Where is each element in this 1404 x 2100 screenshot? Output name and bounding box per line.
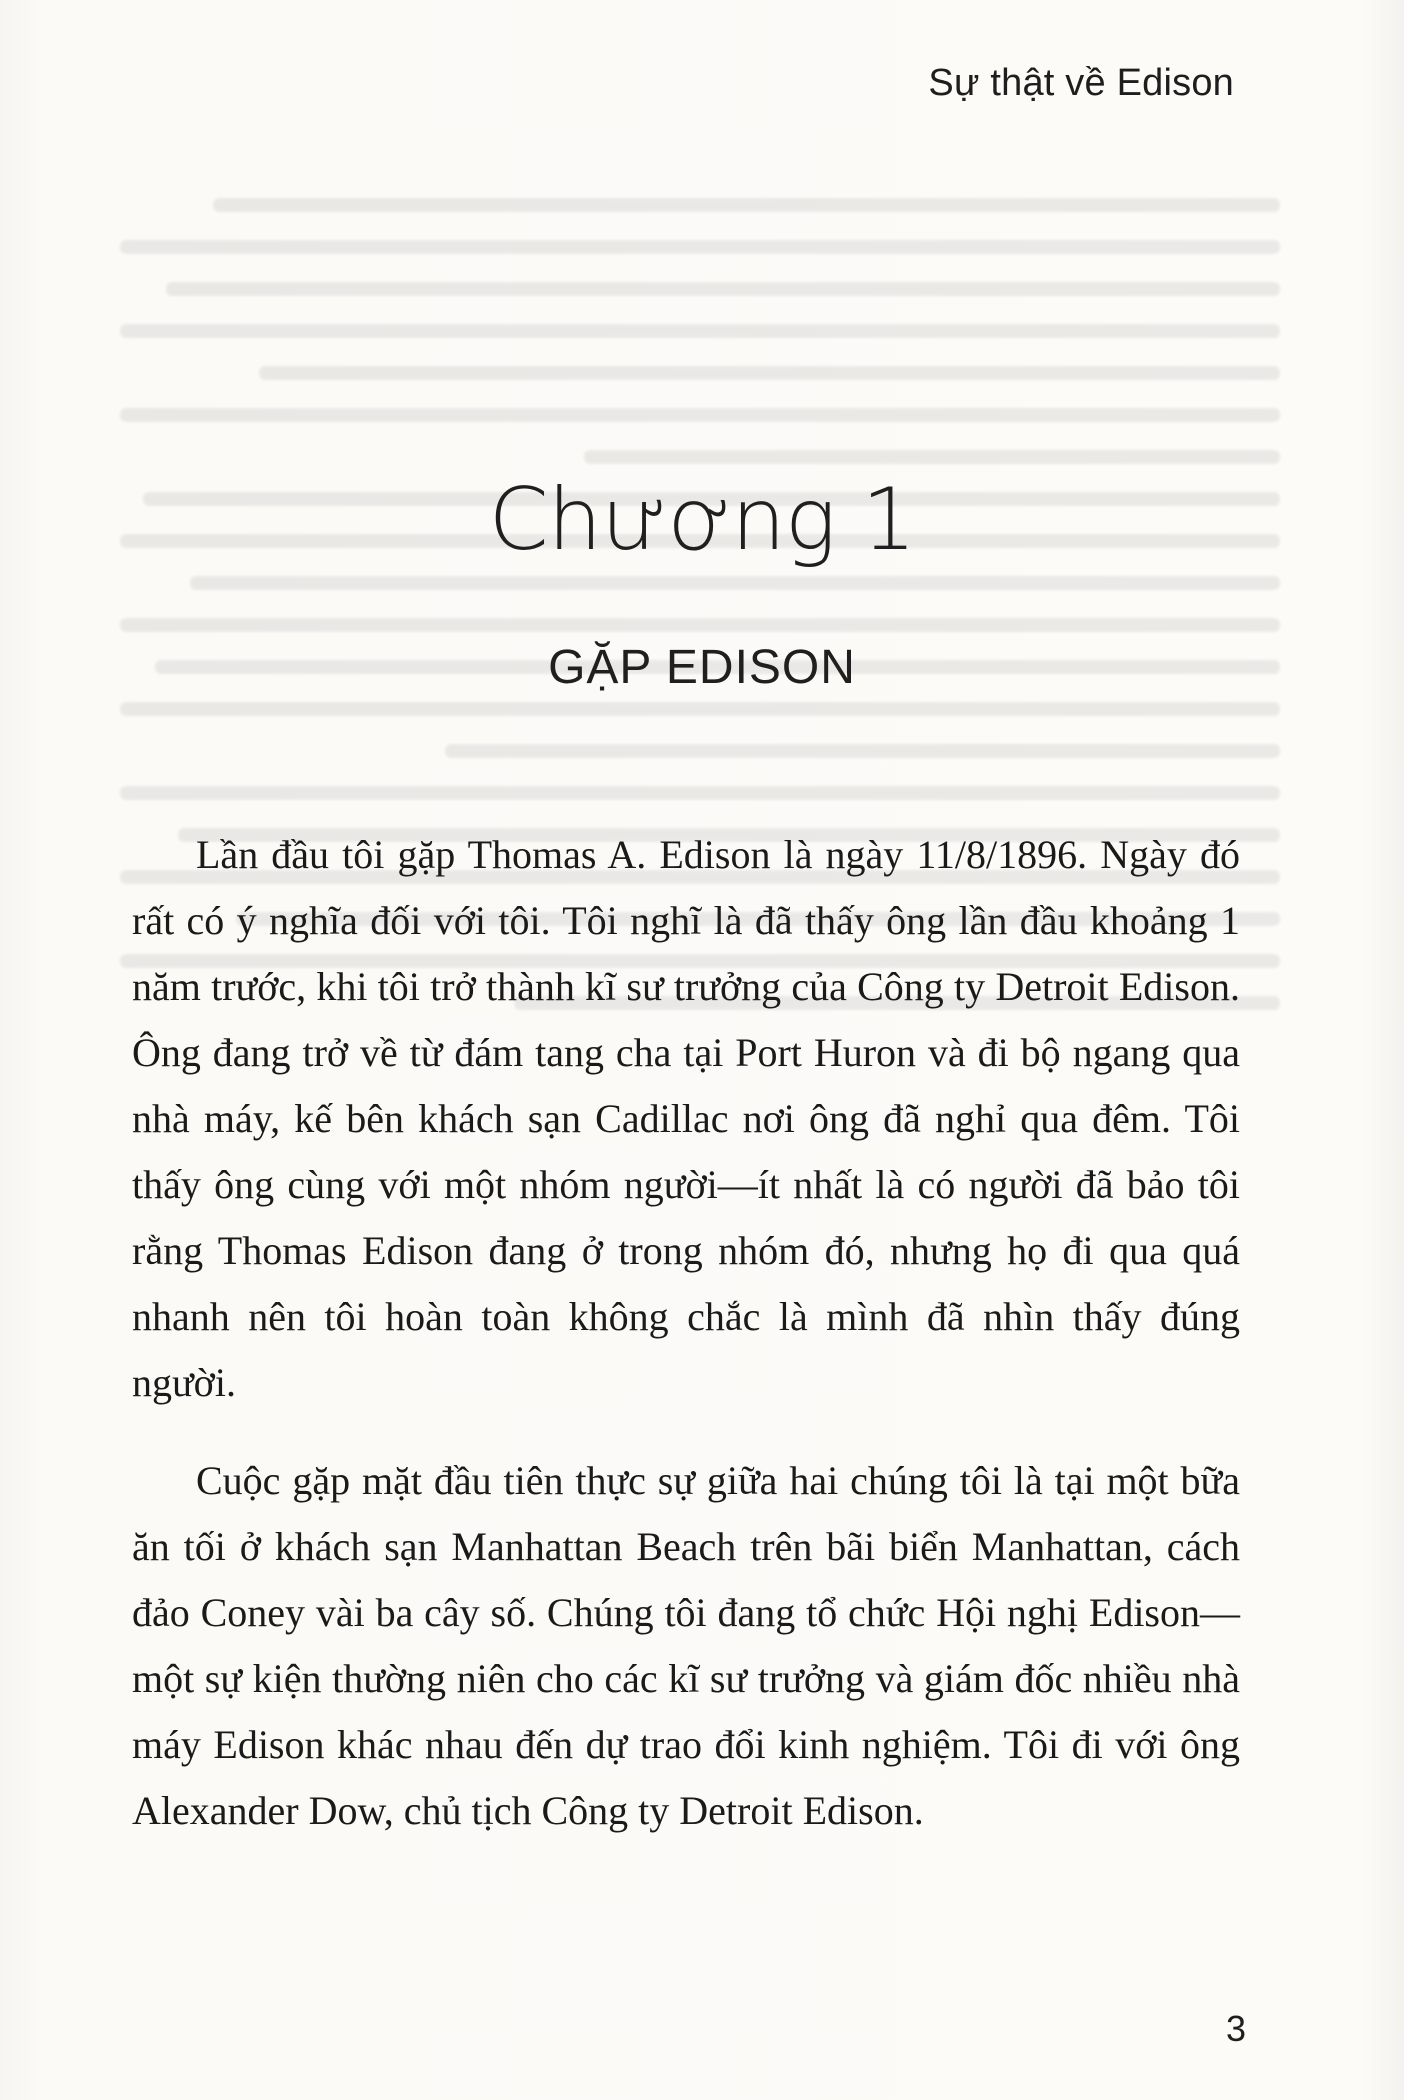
running-header-title: Sự thật về Edison (928, 62, 1234, 104)
body-paragraph: Lần đầu tôi gặp Thomas A. Edison là ngày 11/8/1896. Ngày đó rất có ý nghĩa đối với tôi. Tôi nghĩ là đã thấy ông lần đầu khoảng 1 năm trước, khi tôi trở thành kĩ sư trưởng của Công ty Detroit Edison. Ông đang trở về từ đám tang cha tại Port Huron và đi bộ ngang qua nhà máy, kế bên khách sạn Cadillac nơi ông đã nghỉ qua đêm. Tôi thấy ông cùng với một nhóm người—ít nhất là có người đã bảo tôi rằng Thomas Edison đang ở trong nhóm đó, nhưng họ đi qua quá nhanh nên tôi hoàn toàn không chắc là mình đã nhìn thấy đúng người. (132, 832, 1240, 1405)
chapter-body (132, 822, 1240, 1844)
chapter-number: Chương 1 (488, 470, 916, 570)
chapter-title: GẶP EDISON (548, 641, 856, 694)
page-number: 3 (1225, 2008, 1246, 2049)
body-paragraph: Cuộc gặp mặt đầu tiên thực sự giữa hai chúng tôi là tại một bữa ăn tối ở khách sạn Manhattan Beach trên bãi biển Manhattan, cách đảo Coney vài ba cây số. Chúng tôi đang tổ chức Hội nghị Edison—một sự kiện thường niên cho các kĩ sư trưởng và giám đốc nhiều nhà máy Edison khác nhau đến dự trao đổi kinh nghiệm. Tôi đi với ông Alexander Dow, chủ tịch Công ty Detroit Edison. (132, 1458, 1240, 1833)
